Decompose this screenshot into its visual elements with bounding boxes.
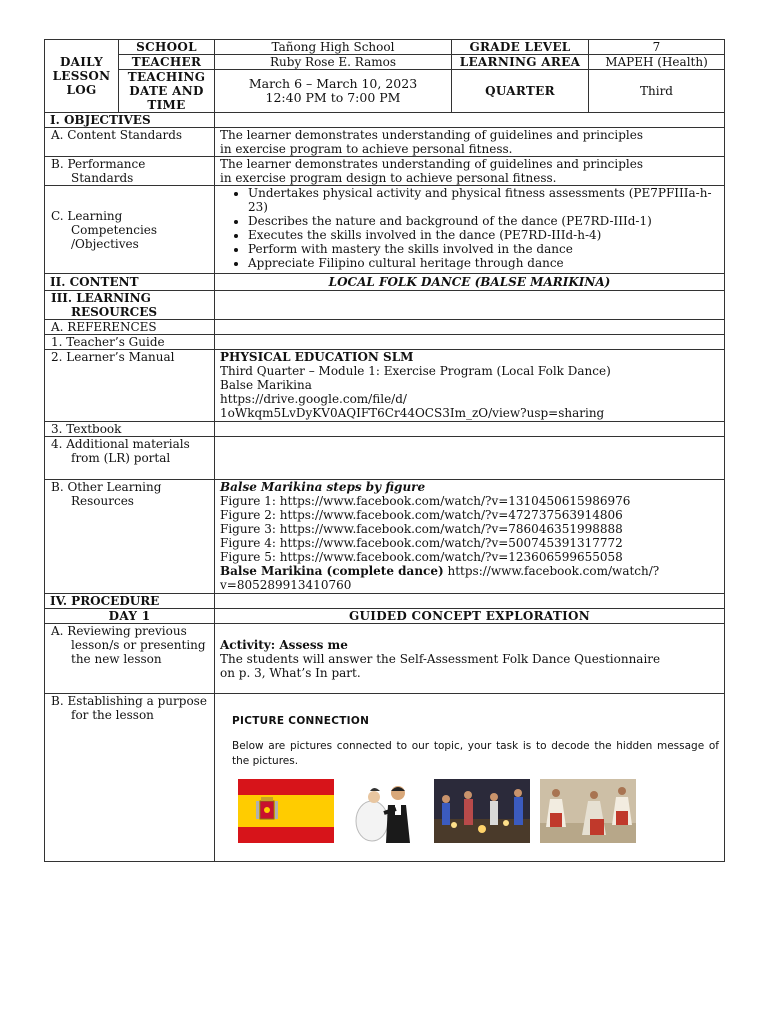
learning-competencies-label: C. Learning Competencies /Objectives [45, 186, 215, 274]
day-label: DAY 1 [45, 609, 215, 624]
picture-connection-title: PICTURE CONNECTION [232, 715, 370, 727]
establishing-purpose-label: B. Establishing a purpose for the lesson [45, 694, 215, 862]
competency-item: • Describes the nature and background of the dance (PE7RD-IIId-1) [248, 214, 719, 228]
competency-item: • Undertakes physical activity and physical fitness assessments (PE7PFIIIa-h-23) [248, 186, 719, 214]
daily-lesson-log-table [44, 39, 725, 862]
figure-link[interactable]: Figure 4: https://www.facebook.com/watch/?v=500745391317772 [220, 536, 623, 550]
performance-standards-label: B. Performance Standards [45, 157, 215, 186]
complete-dance-label: Balse Marikina (complete dance) [220, 564, 444, 578]
teachers-guide-value [215, 335, 725, 350]
teaching-date-value: March 6 – March 10, 2023 12:40 PM to 7:00 PM [215, 70, 452, 113]
teacher-value: Ruby Rose E. Ramos [215, 55, 452, 70]
teachers-guide-label: 1. Teacher’s Guide [45, 335, 215, 350]
figure-link[interactable]: Figure 2: https://www.facebook.com/watch/?v=472737563914806 [220, 508, 623, 522]
competency-item: • Appreciate Filipino cultural heritage through dance [248, 256, 719, 270]
figure-link[interactable]: Figure 3: https://www.facebook.com/watch/?v=786046351998888 [220, 522, 623, 536]
activity-title: Activity: Assess me [220, 638, 348, 652]
content-standards-value: The learner demonstrates understanding of guidelines and principles in exercise program to achieve personal fitness. [215, 128, 725, 157]
school-label: SCHOOL [119, 40, 215, 55]
other-resources-label: B. Other Learning Resources [45, 480, 215, 594]
picture-row [238, 779, 719, 843]
objectives-empty [215, 113, 725, 128]
teaching-date-label: TEACHING DATE AND TIME [119, 70, 215, 113]
school-value: Tañong High School [215, 40, 452, 55]
competency-item: • Executes the skills involved in the dance (PE7RD-IIId-h-4) [248, 228, 719, 242]
textbook-value [215, 422, 725, 437]
day-title: GUIDED CONCEPT EXPLORATION [215, 609, 725, 624]
teacher-label: TEACHER [119, 55, 215, 70]
references-label: A. REFERENCES [45, 320, 215, 335]
learners-manual-value: PHYSICAL EDUCATION SLM Third Quarter – Module 1: Exercise Program (Local Folk Dance) Balse Marikina https://drive.google.com/file/d/ 1oWkqm5LvDyKV0AQIFT6Cr44OCS3Im_zO/view?usp=sharing [215, 350, 725, 422]
learning-area-label: LEARNING AREA [452, 55, 589, 70]
spain-flag-image [238, 779, 334, 843]
steps-by-figure-title: Balse Marikina steps by figure [220, 480, 426, 494]
objectives-heading: I. OBJECTIVES [45, 113, 215, 128]
complete-dance-link[interactable]: https://www.facebook.com/watch/? [447, 564, 660, 578]
performance-standards-value: The learner demonstrates understanding of guidelines and principles in exercise program design to achieve personal fitness. [215, 157, 725, 186]
competency-item: • Perform with mastery the skills involved in the dance [248, 242, 719, 256]
quarter-label: QUARTER [452, 70, 589, 113]
textbook-label: 3. Textbook [45, 422, 215, 437]
picture-connection-text: Below are pictures connected to our topic, your task is to decode the hidden message of the pictures. [232, 740, 719, 767]
additional-materials-label: 4. Additional materials from (LR) portal [45, 437, 215, 480]
reviewing-lesson-value: Activity: Assess me The students will answer the Self-Assessment Folk Dance Questionnaire on p. 3, What’s In part. [215, 624, 725, 694]
grade-level-label: GRADE LEVEL [452, 40, 589, 55]
references-empty [215, 320, 725, 335]
content-value: LOCAL FOLK DANCE (BALSE MARIKINA) [215, 274, 725, 291]
folk-dancers-image [540, 779, 636, 843]
other-resources-value [215, 480, 725, 594]
learning-resources-empty [215, 291, 725, 320]
additional-materials-value [215, 437, 725, 480]
wedding-couple-image [344, 779, 424, 843]
night-festival-image [434, 779, 530, 843]
learners-manual-label: 2. Learner’s Manual [45, 350, 215, 422]
learning-area-value: MAPEH (Health) [589, 55, 725, 70]
learners-manual-link[interactable]: 1oWkqm5LvDyKV0AQIFT6Cr44OCS3Im_zO/view?usp=sharing [220, 406, 605, 420]
figure-link[interactable]: Figure 5: https://www.facebook.com/watch/?v=123606599655058 [220, 550, 623, 564]
learners-manual-link[interactable]: https://drive.google.com/file/d/ [220, 392, 407, 406]
procedure-empty [215, 594, 725, 609]
content-standards-label: A. Content Standards [45, 128, 215, 157]
learning-competencies-list [215, 186, 725, 274]
complete-dance-link[interactable]: v=805289913410760 [220, 578, 352, 592]
grade-level-value: 7 [589, 40, 725, 55]
learning-resources-heading: III. LEARNING RESOURCES [45, 291, 215, 320]
picture-connection-cell [215, 694, 725, 862]
quarter-value: Third [589, 70, 725, 113]
dll-title: DAILY LESSON LOG [45, 40, 119, 113]
procedure-heading: IV. PROCEDURE [45, 594, 215, 609]
reviewing-lesson-label: A. Reviewing previous lesson/s or presenting the new lesson [45, 624, 215, 694]
content-heading: II. CONTENT [45, 274, 215, 291]
figure-link[interactable]: Figure 1: https://www.facebook.com/watch/?v=1310450615986976 [220, 494, 631, 508]
